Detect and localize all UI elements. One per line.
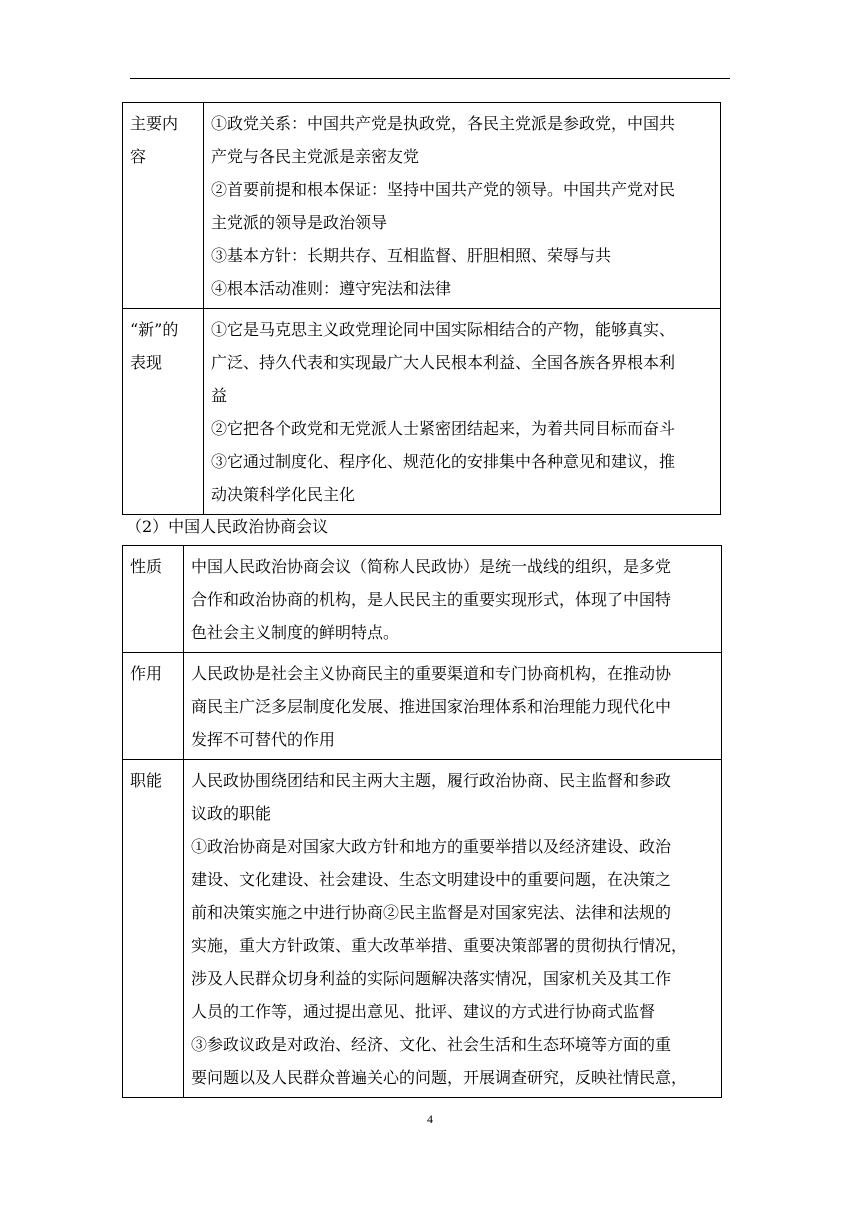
- table-row: [123, 760, 722, 1098]
- table-row: [123, 309, 721, 515]
- row-label-role: 作用: [123, 653, 184, 760]
- cppcc-table: [122, 545, 722, 1098]
- row-content-functions: 人民政协围绕团结和民主两大主题，履行政治协商、民主监督和参政 议政的职能 ①政治协商是对国家大政方针和地方的重要举措以及经济建设、政治 建设、文化建设、社会建设、生态文明建设中的重要问题，在决策之 前和决策实施之中进行协商②民主监督是对国家宪法、法律和法规的 实施，重大方针政策、重大改革举措、重要决策部署的贯彻执行情况， 涉及人民群众切身利益的实际问题解决落实情况，国家机关及其工作 人员的工作等，通过提出意见、批评、建议的方式进行协商式监督 ③参政议政是对政治、经济、文化、社会生活和生态环境等方面的重 要问题以及人民群众普遍关心的问题，开展调查研究，反映社情民意，: [184, 760, 722, 1098]
- section-heading: （2）中国人民政治协商会议: [126, 517, 329, 536]
- table-row: [123, 103, 721, 309]
- table-row: [123, 546, 722, 653]
- row-label-nature: 性质: [123, 546, 184, 653]
- row-label-new-features: “新”的 表现: [123, 309, 204, 515]
- page-number: 4: [427, 1112, 433, 1126]
- row-content-nature: 中国人民政治协商会议（简称人民政协）是统一战线的组织，是多党 合作和政治协商的机构，是人民民主的重要实现形式，体现了中国特 色社会主义制度的鲜明特点。: [184, 546, 722, 653]
- row-label-functions: 职能: [123, 760, 184, 1098]
- party-system-table: [122, 102, 721, 515]
- header-rule: [130, 78, 730, 79]
- row-content-new-features: ①它是马克思主义政党理论同中国实际相结合的产物，能够真实、 广泛、持久代表和实现最广大人民根本利益、全国各族各界根本利 益 ②它把各个政党和无党派人士紧密团结起来，为着共同目标而奋斗 ③它通过制度化、程序化、规范化的安排集中各种意见和建议，推 动决策科学化民主化: [204, 309, 721, 515]
- table-row: [123, 653, 722, 760]
- row-content-role: 人民政协是社会主义协商民主的重要渠道和专门协商机构，在推动协 商民主广泛多层制度化发展、推进国家治理体系和治理能力现代化中 发挥不可替代的作用: [184, 653, 722, 760]
- row-content-main-content: ①政党关系：中国共产党是执政党，各民主党派是参政党，中国共 产党与各民主党派是亲密友党 ②首要前提和根本保证：坚持中国共产党的领导。中国共产党对民 主党派的领导是政治领导 ③基本方针：长期共存、互相监督、肝胆相照、荣辱与共 ④根本活动准则：遵守宪法和法律: [204, 103, 721, 309]
- row-label-main-content: 主要内 容: [123, 103, 204, 309]
